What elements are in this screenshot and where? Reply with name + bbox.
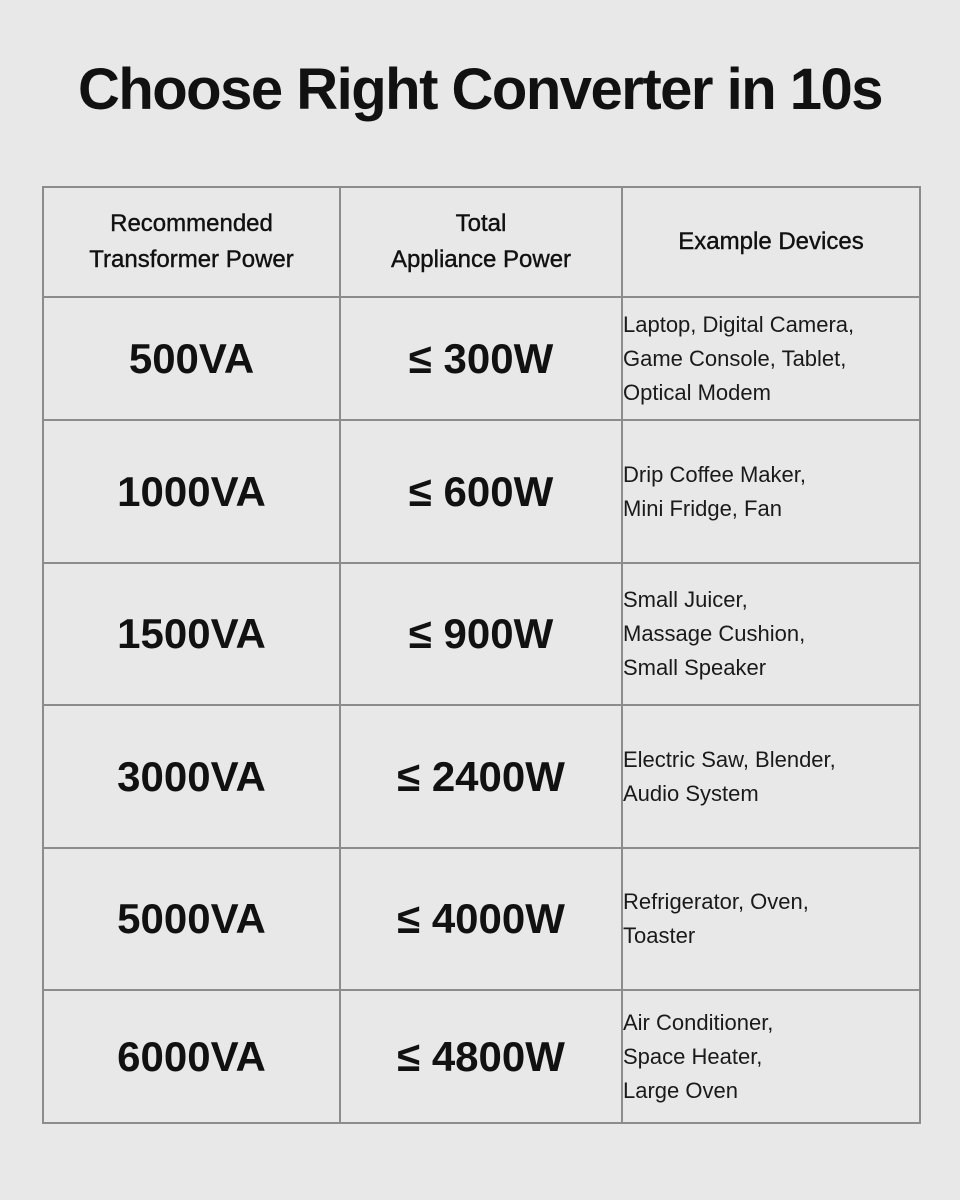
example-devices-cell [622, 420, 920, 563]
example-devices-cell [622, 297, 920, 420]
device-line: Drip Coffee Maker, [623, 461, 807, 487]
transformer-power-cell: 3000VA [43, 705, 340, 848]
appliance-power-cell: ≤ 900W [340, 563, 622, 705]
appliance-power-cell: ≤ 4000W [340, 848, 622, 990]
header-transformer-line1: Recommended [110, 210, 273, 237]
header-devices-label: Example Devices [678, 228, 864, 255]
device-line: Massage Cushion, [623, 621, 806, 646]
header-appliance-power [340, 187, 622, 297]
device-line: Laptop, Digital Camera, [623, 311, 855, 337]
header-appliance-line1: Total [455, 210, 507, 237]
example-devices-cell [622, 848, 920, 990]
table-row [43, 990, 920, 1123]
header-appliance-line2: Appliance Power [390, 246, 572, 273]
device-line: Small Speaker [623, 655, 767, 680]
transformer-power-cell: 1500VA [43, 563, 340, 705]
page-title: Choose Right Converter in 10s [77, 57, 883, 122]
example-devices-cell [622, 563, 920, 705]
device-line: Air Conditioner, [623, 1009, 774, 1035]
appliance-power-cell: ≤ 600W [340, 420, 622, 563]
appliance-power-cell: ≤ 300W [340, 297, 622, 420]
table-header-row [43, 187, 920, 297]
device-line: Small Juicer, [623, 587, 748, 612]
header-transformer-power [43, 187, 340, 297]
header-example-devices [622, 187, 920, 297]
table-row [43, 705, 920, 848]
device-line: Mini Fridge, Fan [623, 495, 782, 521]
device-line: Game Console, Tablet, [623, 345, 847, 371]
transformer-power-cell: 1000VA [43, 420, 340, 563]
header-transformer-line2: Transformer Power [89, 246, 294, 273]
example-devices-cell [622, 705, 920, 848]
transformer-power-cell: 500VA [43, 297, 340, 420]
device-line: Electric Saw, Blender, [623, 746, 836, 772]
transformer-power-cell: 5000VA [43, 848, 340, 990]
table-row [43, 420, 920, 563]
device-line: Refrigerator, Oven, [623, 889, 809, 914]
appliance-power-cell: ≤ 2400W [340, 705, 622, 848]
device-line: Toaster [623, 923, 696, 948]
table-row [43, 297, 920, 420]
converter-table [42, 186, 921, 1124]
device-line: Audio System [623, 780, 759, 806]
table-row [43, 848, 920, 990]
example-devices-cell [622, 990, 920, 1123]
appliance-power-cell: ≤ 4800W [340, 990, 622, 1123]
device-line: Space Heater, [623, 1043, 763, 1069]
device-line: Optical Modem [623, 379, 771, 405]
transformer-power-cell: 6000VA [43, 990, 340, 1123]
device-line: Large Oven [623, 1077, 738, 1103]
table-row [43, 563, 920, 705]
